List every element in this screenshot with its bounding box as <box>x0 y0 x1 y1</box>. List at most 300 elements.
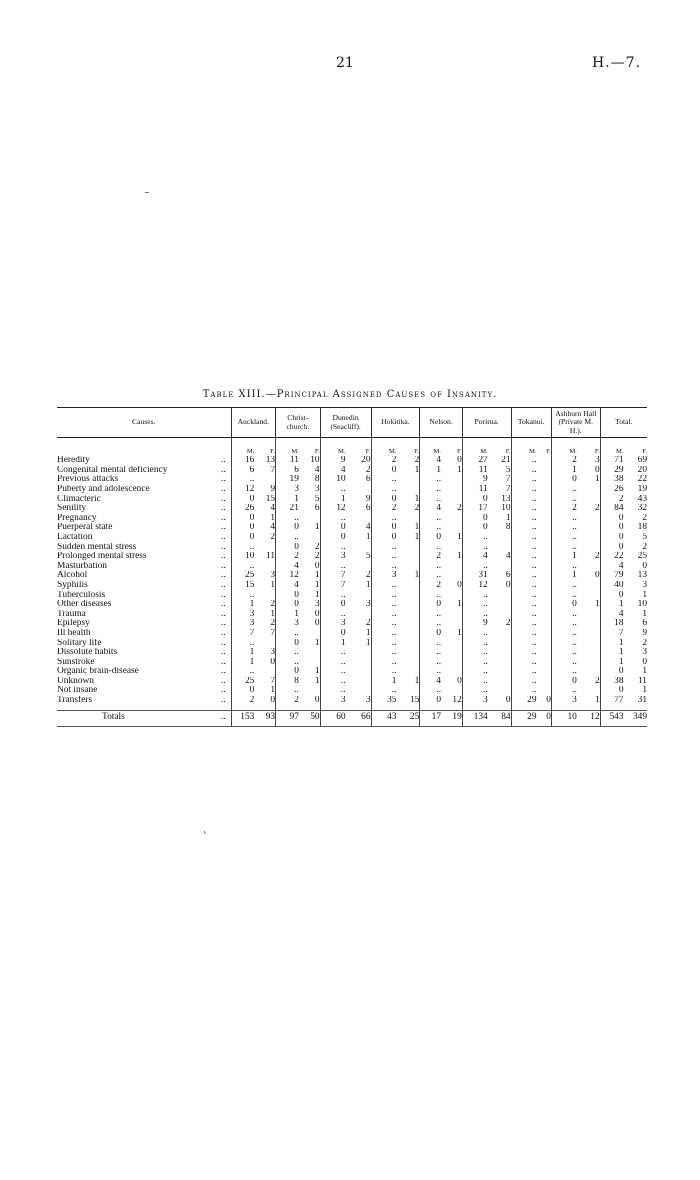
value-cell-male: 35 <box>371 696 396 706</box>
value-cell-male: 0 <box>276 667 299 677</box>
value-cell-female <box>537 639 552 649</box>
stray-mark: › <box>203 828 207 837</box>
value-cell-male: 0 <box>371 533 396 543</box>
value-cell-female: 5 <box>365 552 371 562</box>
value-cell-male: .. <box>511 533 536 543</box>
value-cell-male: .. <box>462 677 487 687</box>
value-cell-female: 1 <box>594 600 600 610</box>
header-auckland: Auckland. <box>231 408 276 438</box>
value-cell-male: .. <box>551 495 576 505</box>
value-cell-female: 1 <box>594 696 600 706</box>
value-cell-female: 1 <box>365 532 371 542</box>
value-cell-female <box>396 610 419 620</box>
table-body <box>57 438 647 726</box>
value-cell-male: 0 <box>231 533 254 543</box>
value-cell-male: .. <box>320 686 345 696</box>
value-cell-male: .. <box>511 648 536 658</box>
value-cell-female: 3 <box>365 600 371 610</box>
value-cell-female <box>537 523 552 533</box>
value-cell-male: 12 <box>276 571 299 581</box>
table-row <box>57 600 647 610</box>
value-cell-female: 1 <box>270 686 276 696</box>
value-cell-female: 2 <box>594 676 600 686</box>
value-cell-female <box>577 591 600 601</box>
blank-cell <box>216 438 231 457</box>
table-row <box>57 667 647 677</box>
leader-dots: .. <box>220 619 226 629</box>
value-cell-female: 3 <box>642 648 647 658</box>
value-cell-male: 0 <box>231 495 254 505</box>
table-row <box>57 485 647 495</box>
value-cell-female <box>488 686 511 696</box>
value-cell-male: 1 <box>600 658 623 668</box>
value-cell-female: 1 <box>314 676 320 686</box>
value-cell-female <box>441 610 462 620</box>
sex-label-f: F. <box>270 447 276 455</box>
value-cell-male: .. <box>420 639 441 649</box>
value-cell-female: 2 <box>505 619 511 629</box>
value-cell-female: 1 <box>314 667 320 677</box>
value-cell-male: .. <box>462 600 487 610</box>
value-cell-female: 1 <box>457 532 462 542</box>
leader-dots: .. <box>220 561 226 571</box>
leader-dots: .. <box>220 542 226 552</box>
value-cell-male: .. <box>551 629 576 639</box>
blank-cell <box>57 438 216 457</box>
value-cell-male: 4 <box>320 466 345 476</box>
value-cell-male: 2 <box>551 456 576 466</box>
value-cell-male: 0 <box>462 514 487 524</box>
value-cell-female: 13 <box>265 456 276 466</box>
value-cell-male: .. <box>231 639 254 649</box>
value-cell-female <box>537 667 552 677</box>
value-cell-male: 60 <box>320 710 345 726</box>
value-cell-female <box>396 543 419 553</box>
value-cell-male: .. <box>551 686 576 696</box>
value-cell-male: .. <box>371 581 396 591</box>
value-cell-female: 20 <box>637 465 647 475</box>
value-cell-female: 2 <box>594 504 600 514</box>
cause-label: Climacteric <box>57 494 101 504</box>
value-cell-male: .. <box>320 667 345 677</box>
value-cell-female <box>441 495 462 505</box>
value-cell-female: 6 <box>314 504 320 514</box>
leader-dots: .. <box>216 710 231 726</box>
value-cell-male: 29 <box>511 696 536 706</box>
value-cell-female: 1 <box>414 571 420 581</box>
value-cell-male: 0 <box>420 533 441 543</box>
value-cell-female <box>537 648 552 658</box>
value-cell-female <box>346 686 371 696</box>
cause-label: Sunstroke <box>57 657 95 667</box>
value-cell-male: 3 <box>231 610 254 620</box>
value-cell-male: .. <box>511 639 536 649</box>
leader-dots: .. <box>220 686 226 696</box>
value-cell-female <box>299 648 320 658</box>
value-cell-male: .. <box>551 533 576 543</box>
value-cell-male: 2 <box>276 696 299 706</box>
value-cell-male: 0 <box>600 514 623 524</box>
value-cell-female: 1 <box>414 532 420 542</box>
leader-dots: .. <box>220 696 226 706</box>
value-cell-male: .. <box>420 686 441 696</box>
value-cell-male: 0 <box>371 495 396 505</box>
value-cell-female <box>537 552 552 562</box>
cause-label: Puerperal state <box>57 523 113 533</box>
value-cell-female: 1 <box>642 590 647 600</box>
value-cell-male: 7 <box>600 629 623 639</box>
cause-label: Ill health <box>57 628 91 638</box>
value-cell-male: 1 <box>320 495 345 505</box>
value-cell-male: .. <box>551 610 576 620</box>
table-row <box>57 466 647 476</box>
value-cell-female <box>346 562 371 572</box>
value-cell-female: 4 <box>505 552 511 562</box>
value-cell-male: .. <box>511 475 536 485</box>
value-cell-male: .. <box>462 533 487 543</box>
value-cell-male: 1 <box>600 600 623 610</box>
value-cell-male: .. <box>511 523 536 533</box>
value-cell-male: 38 <box>600 677 623 687</box>
value-cell-female <box>396 485 419 495</box>
value-cell-female: 6 <box>365 475 371 485</box>
header-total: Total. <box>600 408 647 438</box>
value-cell-female <box>488 639 511 649</box>
table-row <box>57 696 647 706</box>
value-cell-male: 0 <box>276 639 299 649</box>
value-cell-male: 4 <box>420 677 441 687</box>
value-cell-female: 1 <box>505 513 511 523</box>
leader-dots: .. <box>220 552 226 562</box>
value-cell-female <box>254 591 275 601</box>
sex-label-m: M. <box>511 438 536 457</box>
value-cell-female <box>488 600 511 610</box>
causes-of-insanity-table <box>57 407 647 727</box>
value-cell-male: 0 <box>320 533 345 543</box>
cause-label: Senility <box>57 504 87 514</box>
value-cell-female: 10 <box>310 456 320 466</box>
value-cell-male: 134 <box>462 710 487 726</box>
value-cell-male: 0 <box>600 667 623 677</box>
value-cell-female: 1 <box>414 676 420 686</box>
value-cell-female <box>441 639 462 649</box>
value-cell-female: 4 <box>314 465 320 475</box>
value-cell-female: 1 <box>457 628 462 638</box>
causes-header: Causes. <box>57 408 231 438</box>
leader-dots: .. <box>220 628 226 638</box>
cause-label: Puberty and adolescence <box>57 485 150 494</box>
value-cell-male: 22 <box>600 552 623 562</box>
value-cell-female <box>488 629 511 639</box>
totals-row <box>57 710 647 726</box>
value-cell-male: 27 <box>462 456 487 466</box>
table-row <box>57 543 647 553</box>
cause-label: Tuberculosis <box>57 590 106 600</box>
header-dunedin: Dunedin (Seacliff). <box>320 408 371 438</box>
value-cell-male: .. <box>511 619 536 629</box>
value-cell-male: .. <box>420 562 441 572</box>
value-cell-male: .. <box>511 658 536 668</box>
value-cell-female: 12 <box>452 696 462 706</box>
value-cell-male: 0 <box>600 686 623 696</box>
value-cell-female <box>577 629 600 639</box>
value-cell-male: .. <box>420 571 441 581</box>
value-cell-male: .. <box>371 514 396 524</box>
value-cell-female: 1 <box>457 465 462 475</box>
value-cell-female: 2 <box>642 638 647 648</box>
value-cell-male: 7 <box>231 629 254 639</box>
value-cell-male: .. <box>276 514 299 524</box>
value-cell-male: 3 <box>551 696 576 706</box>
table-row <box>57 677 647 687</box>
value-cell-male: 3 <box>276 619 299 629</box>
value-cell-male: 31 <box>462 571 487 581</box>
value-cell-female: 15 <box>265 494 276 504</box>
header-nelson: Nelson. <box>420 408 462 438</box>
value-cell-female: 11 <box>266 552 276 562</box>
value-cell-female: 3 <box>314 600 320 610</box>
value-cell-male: 0 <box>320 629 345 639</box>
cause-label: Heredity <box>57 456 90 466</box>
value-cell-male: 153 <box>231 710 254 726</box>
value-cell-female: 69 <box>637 456 647 466</box>
leader-dots: .. <box>220 648 226 658</box>
value-cell-female <box>346 658 371 668</box>
value-cell-female <box>537 591 552 601</box>
value-cell-female: 9 <box>365 494 371 504</box>
header-hokitika: Hokitika. <box>371 408 420 438</box>
value-cell-female <box>254 543 275 553</box>
leader-dots: .. <box>220 580 226 590</box>
table-row <box>57 610 647 620</box>
value-cell-male: 0 <box>600 533 623 543</box>
cause-label: Alcohol <box>57 571 88 581</box>
value-cell-female: 66 <box>346 710 371 726</box>
value-cell-female: 0 <box>314 609 320 619</box>
value-cell-female <box>254 667 275 677</box>
totals-label: Totals <box>57 710 216 726</box>
value-cell-female <box>299 629 320 639</box>
value-cell-male: 0 <box>420 696 441 706</box>
value-cell-male: 0 <box>276 543 299 553</box>
value-cell-male: .. <box>420 591 441 601</box>
value-cell-male: 17 <box>420 710 441 726</box>
value-cell-male: 29 <box>600 466 623 476</box>
value-cell-male: .. <box>276 648 299 658</box>
value-cell-male: 10 <box>551 710 576 726</box>
value-cell-female <box>577 639 600 649</box>
value-cell-male: .. <box>551 581 576 591</box>
value-cell-female <box>488 591 511 601</box>
sex-label-m: M. <box>600 438 623 457</box>
value-cell-male: 9 <box>320 456 345 466</box>
value-cell-female <box>396 514 419 524</box>
value-cell-female <box>346 648 371 658</box>
value-cell-female <box>396 639 419 649</box>
cause-label: Not insane <box>57 686 98 696</box>
sex-label-f: F. <box>365 447 371 455</box>
table-row <box>57 533 647 543</box>
value-cell-female <box>537 658 552 668</box>
value-cell-male: .. <box>276 658 299 668</box>
leader-dots: .. <box>220 638 226 648</box>
value-cell-female: 32 <box>637 504 647 514</box>
value-cell-male: .. <box>551 667 576 677</box>
table-row <box>57 591 647 601</box>
value-cell-female: 5 <box>314 494 320 504</box>
value-cell-female <box>441 686 462 696</box>
value-cell-female: 18 <box>637 523 647 533</box>
causes-table-wrapper <box>57 407 647 727</box>
value-cell-female <box>577 562 600 572</box>
value-cell-female: 1 <box>414 494 420 504</box>
leader-dots: .. <box>220 571 226 581</box>
value-cell-female: 1 <box>642 609 647 619</box>
value-cell-male: 9 <box>462 619 487 629</box>
value-cell-female <box>537 619 552 629</box>
value-cell-male: .. <box>511 456 536 466</box>
value-cell-male: .. <box>276 629 299 639</box>
sex-label-f: F. <box>505 447 511 455</box>
leader-dots: .. <box>220 465 226 475</box>
value-cell-female: 3 <box>365 696 371 706</box>
value-cell-female: 21 <box>501 456 511 466</box>
value-cell-female: 3 <box>594 456 600 466</box>
table-row <box>57 514 647 524</box>
table-title: Table XIII.—Principal Assigned Causes of Insanity. <box>202 389 498 400</box>
value-cell-male: .. <box>420 658 441 668</box>
value-cell-male: .. <box>231 475 254 485</box>
value-cell-female: 3 <box>270 648 276 658</box>
leader-dots: .. <box>220 494 226 504</box>
value-cell-female: 31 <box>637 696 647 706</box>
value-cell-female: 2 <box>594 552 600 562</box>
value-cell-female: 1 <box>270 580 276 590</box>
value-cell-male: 4 <box>420 504 441 514</box>
value-cell-female <box>488 677 511 687</box>
sex-label-m: M. <box>371 438 396 457</box>
cause-label: Lactation <box>57 532 93 542</box>
header-tokanui: Tokanui. <box>511 408 551 438</box>
value-cell-female: 4 <box>365 523 371 533</box>
value-cell-female <box>577 495 600 505</box>
value-cell-female <box>537 610 552 620</box>
value-cell-female <box>577 523 600 533</box>
sex-label-m: M. <box>420 438 441 457</box>
value-cell-female: 1 <box>314 590 320 600</box>
value-cell-male: 2 <box>231 696 254 706</box>
value-cell-male: .. <box>231 562 254 572</box>
value-cell-female: 1 <box>270 609 276 619</box>
value-cell-female: 1 <box>365 580 371 590</box>
value-cell-male: .. <box>462 639 487 649</box>
value-cell-female <box>537 466 552 476</box>
header-christchurch: Christ-church. <box>276 408 321 438</box>
value-cell-female: 4 <box>270 523 276 533</box>
leader-dots: .. <box>220 485 226 494</box>
value-cell-male: 16 <box>231 456 254 466</box>
value-cell-female: 50 <box>299 710 320 726</box>
value-cell-male: .. <box>420 543 441 553</box>
value-cell-male: 0 <box>600 591 623 601</box>
value-cell-male: 1 <box>231 600 254 610</box>
value-cell-female: 1 <box>365 628 371 638</box>
value-cell-female: 0 <box>314 561 320 571</box>
value-cell-female <box>577 514 600 524</box>
value-cell-female <box>577 648 600 658</box>
value-cell-female <box>488 667 511 677</box>
value-cell-male: .. <box>551 485 576 495</box>
value-cell-male: .. <box>231 591 254 601</box>
value-cell-female <box>537 456 552 466</box>
value-cell-male: 1 <box>551 552 576 562</box>
value-cell-male: 0 <box>551 677 576 687</box>
value-cell-male: .. <box>371 686 396 696</box>
value-cell-female: 0 <box>457 580 462 590</box>
cause-label: Unknown <box>57 676 94 686</box>
value-cell-male: .. <box>320 610 345 620</box>
value-cell-male: 0 <box>231 514 254 524</box>
value-cell-female: 2 <box>365 571 371 581</box>
table-row <box>57 629 647 639</box>
cause-label: Trauma <box>57 609 86 619</box>
page-number: 21 <box>336 55 354 71</box>
value-cell-female <box>577 619 600 629</box>
value-cell-female: 0 <box>594 571 600 581</box>
value-cell-female: 1 <box>314 638 320 648</box>
value-cell-female: 1 <box>414 465 420 475</box>
value-cell-female <box>396 591 419 601</box>
value-cell-female <box>299 533 320 543</box>
value-cell-male: .. <box>511 571 536 581</box>
value-cell-female <box>441 591 462 601</box>
value-cell-male: 6 <box>231 466 254 476</box>
value-cell-female: 2 <box>314 542 320 552</box>
value-cell-female <box>441 543 462 553</box>
leader-dots: .. <box>220 590 226 600</box>
cause-label: Prolonged mental stress <box>57 552 147 562</box>
value-cell-male: 0 <box>231 523 254 533</box>
value-cell-female <box>396 552 419 562</box>
value-cell-male: .. <box>371 610 396 620</box>
value-cell-female: 3 <box>270 571 276 581</box>
value-cell-male: 3 <box>320 696 345 706</box>
value-cell-male: .. <box>511 677 536 687</box>
value-cell-female <box>346 591 371 601</box>
value-cell-female <box>441 571 462 581</box>
value-cell-male: .. <box>551 639 576 649</box>
table-row <box>57 571 647 581</box>
value-cell-female: 2 <box>365 465 371 475</box>
value-cell-male: 79 <box>600 571 623 581</box>
value-cell-male: .. <box>371 543 396 553</box>
value-cell-female: 2 <box>270 600 276 610</box>
value-cell-male: .. <box>511 466 536 476</box>
value-cell-female <box>577 485 600 495</box>
value-cell-male: 15 <box>231 581 254 591</box>
value-cell-female <box>537 543 552 553</box>
value-cell-female: 1 <box>642 686 647 696</box>
value-cell-female: 6 <box>505 571 511 581</box>
value-cell-female: 0 <box>546 696 551 706</box>
value-cell-male: .. <box>420 495 441 505</box>
value-cell-male: 10 <box>231 552 254 562</box>
cause-label: Organic brain-disease <box>57 667 139 677</box>
value-cell-male: 1 <box>276 495 299 505</box>
value-cell-male: 43 <box>371 710 396 726</box>
value-cell-male: .. <box>551 562 576 572</box>
value-cell-female <box>346 543 371 553</box>
